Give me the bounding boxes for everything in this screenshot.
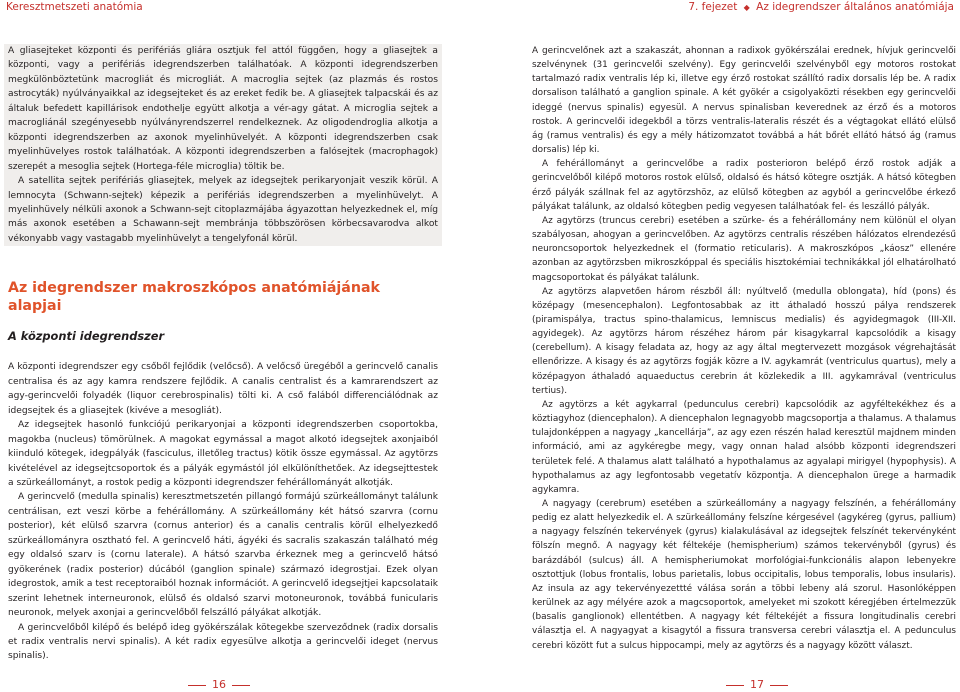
running-header (0, 0, 960, 16)
paragraph: Az agytörzs alapvetően három részből áll: nyúltvelő (medulla oblongata), híd (pons) és középagy (mesencephalon). Legfontosabbak az itt áthaladó hosszú pálya rendszerek (piramispálya, tractus spino-thalamicus, lemniscus medialis) és agyidegmagok (III-XII. agyidegek). Az agytörzs három részéhez három pár kisagykarral kapcsolódik a kisagy (cerebellum). A kisagy feladata az, hogy az agy által megtervezett mozgások végrehajtását ellenőrizze. A kisagy és az agytörzs fogják közre a IV. agykamrát (ventriculus quartus), mely a középagyon áthaladó aquaeductus cerebrin át közlekedik a III. agykamrával (ventriculus tertius). (532, 286, 956, 396)
paragraph: A gliasejteket központi és perifériás gliára osztjuk fel attól függően, hogy a gliasejtek a központi, vagy a perifériás idegrendszerben találhatóak. A központi idegrendszerben megkülönböztetünk macrogliát és microgliát. A macroglia sejtek (az plazmás és rostos astrocyták) nyúlványaikkal az idegsejteket és az ereket fedik be. A gliasejtek talpacskái és az általuk befedett kapillárisok endothelje együtt alkotja a vér-agy gátat. A microglia sejtek a macrogliánál szegényesebb nyúlványrendszerrel rendelkeznek. Az oligodendroglia alkotja a központi idegrendszerben az axonok myelinhüvelyét. A központi idegrendszerben csak myelinhüvelyes rostok találhatóak. A központi idegrendszerben a falósejtek (macrophagok) szerepét a mesoglia sejtek (Hortega-féle microglia) töltik be. (8, 46, 438, 172)
paragraph: A gerincvelő (medulla spinalis) keresztmetszetén pillangó formájú szürkeállományt találunk centrálisan, ezt veszi körbe a fehérállomány. A szürkeállomány két hátsó szarvra (cornu posterior), két elülső szarvra (cornus anterior) és a canalis centralis körül elhelyezkedő szürkeállományra osztható fel. A gerincvelő háti, ágyéki és sacralis szakaszán található még egy oldalsó szarv is (cornu laterale). A hátsó szarvba érkeznek meg a gerincvelő hátsó gyökerének (radix posterior) dúcából (ganglion spinale) származó idegrostjai. Ezek olyan idegrostok, amik a test receptoraiból hoznak információt. A gerincvelő idegsejtjei kapcsolataik szerint lehetnek interneuronok, elülső és oldalsó szarvi motoneuronok, továbbá funicularis neuronok, melyek axonjai a gerincvelőből felszálló pályákat alkotják. (8, 492, 438, 619)
page-number: 17 (750, 678, 764, 691)
footer-rule (726, 685, 744, 686)
page-number: 16 (212, 678, 226, 691)
paragraph: A nagyagy (cerebrum) esetében a szürkeállomány a nagyagy felszínén, a fehérállomány pedig ez alatt helyezkedik el. A szürkeállomány felszíne kérgesével (agykéreg (gyrus, pallium) a nagyagy felszínén tekervények (gyrus) kialakulásával az idegsejtek felszínét tekervényként fölszín megnő. A nagyagy két féltekéje (hemispherium) számos tekervényből (gyrus) és barázdából (sulcus) áll. A hemispheriumokat morfológiai-funkcionális alapon lebenyekre osztottjuk (lobus frontalis, lobus parietalis, lobus occipitalis, lobus temporalis, lobus insularis). Az insula az agy tekervényezettté válása során a többi lebeny alá szorul. Hasonlóképpen kerülnek az agy mélyére azok a magcsoportok, amelyeket mi szokott kéregjében értelmezzük (basalis ganglionok) ellentétben. A nagyagy két féltekéjét a fissura longitudinalis cerebri választja el. A nagyagyat a kisagytól a fissura transversa cerebri választja el. A pedunculus cerebri között fut a sulcus hippocampi, mely az agytörzs és a nagyagy között választ. (532, 499, 956, 651)
subsection-title: A központi idegrendszer (8, 329, 165, 344)
header-chapter-number: 7. fejezet (688, 1, 738, 13)
right-column (532, 44, 956, 653)
paragraph: A központi idegrendszer egy csőből fejlődik (velőcső). A velőcső üregéből a gerincvelő canalis centralisa és az agy kamra rendszere fejlődik. A canalis centralist és a kamrarendszert az agy-gerincvelői folyadék (liquor cerebrospinalis) tölti ki. A cső falából differenciálódnak az idegsejtek és a gliasejtek (kivéve a mesogliát). (8, 362, 438, 416)
shaded-box (4, 44, 442, 246)
paragraph: Az agytörzs a két agykarral (pedunculus cerebri) kapcsolódik az agyféltekékhez és a köztiagyhoz (diencephalon). A diencephalon legnagyobb magcsoportja a thalamus. A thalamus tulajdonképpen a nagyagy „kancellárja”, az agy ezen részén halad keresztül majdnem minden információ, ami az agykéregbe megy, vagy onnan halad alsóbb központi idegrendszeri területek felé. A thalamus alatt található a hypothalamus az agyalapi mirigyel (hypophysis). A hypothalamus az agy legfontosabb vegetatív központja. A diencephalon ürege a harmadik agykamra. (532, 399, 956, 495)
paragraph: A fehérállományt a gerincvelőbe a radix posterioron belépő érző rostok adják a gerincvelőből kilépő motoros rostok elülső, oldalsó és hátsó kötegre osztják. A hátsó kötegben érző pályák szállnak fel az agytörzshöz, az elülső kötegben az agyból a gerincvelőbe érkező pályákat találunk, az oldalsó kötegben pedig vegyesen találhatóak fel- és leszálló pályák. (532, 159, 956, 212)
section-title: Az idegrendszer makroszkópos anatómiájának alapjai (8, 280, 380, 315)
page-number-left (182, 678, 256, 692)
paragraph: Az idegsejtek hasonló funkciójú perikaryonjai a központi idegrendszerben csoportokba, magokba (nucleus) tömörülnek. A magokat egymással a magot alkotó idegsejtek axonjaiból kiinduló kötegek, idegpályák (fasciculus, illetőleg tractus) kötik össze egymással. Az agytörzs kivételével az idegsejtcsoportok és a pályák egymástól jól elkülöníthetőek. Az idegsejttestek a szürkeállományt, a rostok pedig a központi idegrendszer fehérállományát alkotják. (8, 420, 438, 488)
left-column (8, 44, 438, 664)
header-book-title: Keresztmetszeti anatómia (6, 1, 143, 13)
footer-rule (188, 685, 206, 686)
page-number-right (720, 678, 794, 692)
paragraph: A satellita sejtek perifériás gliasejtek, melyek az idegsejtek perikaryonjait veszik körül. A lemnocyta (Schwann-sejtek) képezik a perifériás idegrendszerben a myelinhüvelyt. A myelinhüvely nélküli axonok a Schwann-sejt citoplazmájába ágyazottan helyezkednek el, míg más axonok esetében a Schawann-sejt membránja többszörösen körbecsavarodva alkot vékonyabb vagy vastagabb myelinhüvelyt a tengelyfonál körül. (8, 176, 438, 244)
footer-rule (232, 685, 250, 686)
paragraph: Az agytörzs (truncus cerebri) esetében a szürke- és a fehérállomány nem különül el olyan szabályosan, ahogyan a gerincvelőben. Az agytörzs centralis részében hálózatos elrendezésű neuroncsoportok helyezkednek el (formatio reticularis). A makroszkópos „káosz” ellenére azonban az agytörzsben mikroszkóppal és speciális hisztokémiai technikákkal jól elhatárolható magcsoportokat és pályákat találunk. (532, 215, 956, 283)
diamond-separator-icon: ◆ (743, 3, 750, 12)
header-chapter (688, 1, 954, 13)
paragraph: A gerincvelőnek azt a szakaszát, ahonnan a radixok gyökérszálai erednek, hívjuk gerincvelői szelvénynek (31 gerincvelői szelvény). Egy gerincvelői szelvényből egy motoros rostokat tartalmazó radix ventralis lép ki, illetve egy érző rostokat szállító radix dorsalis lép be. A radix dorsalison található a ganglion spinale. A két gyökér a csigolyaközti résekben egy gerincvelői ideggé (nervus spinalis) egyesül. A nervus spinalisban keverednek az érző és a motoros rostok. A gerincvelői idegekből a törzs ventralis-lateralis részét és a végtagokat ellátó elülső ág (ramus ventralis) és egy a mély hátizomzatot továbbá a hát bőrét ellátó hátsó ág (ramus dorsalis) lép ki. (532, 46, 956, 156)
paragraph: A gerincvelőből kilépő és belépő ideg gyökérszálak kötegekbe szerveződnek (radix dorsalis et radix ventralis nervi spinalis). A két radix egyesülve alkotja a gerincvelői ideget (nervus spinalis). (8, 622, 438, 662)
header-chapter-title: Az idegrendszer általános anatómiája (756, 1, 954, 13)
footer-rule (770, 685, 788, 686)
